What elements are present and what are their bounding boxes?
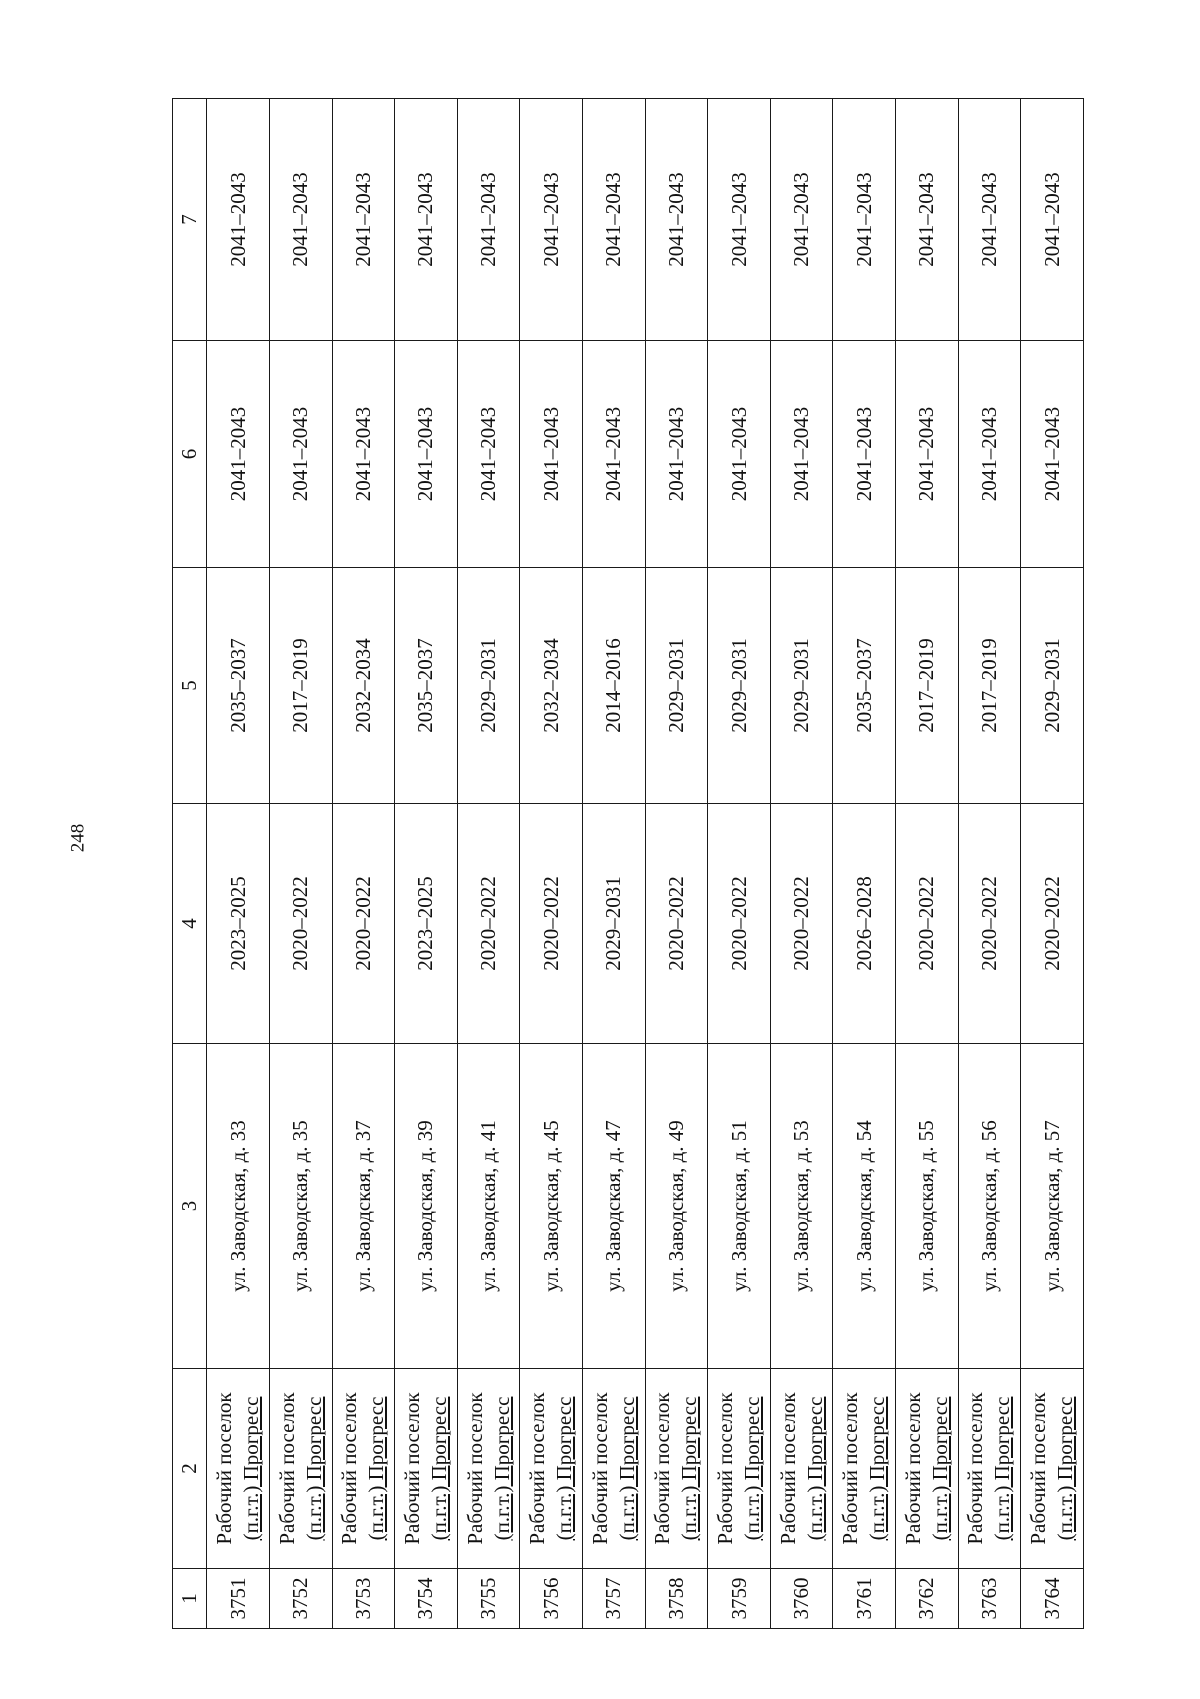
address-cell: ул. Заводская, д. 54 (833, 1044, 896, 1369)
period-column-6: 2041–2043 (457, 341, 520, 568)
period-column-4: 2023–2025 (395, 804, 458, 1044)
period-column-6: 2041–2043 (332, 341, 395, 568)
settlement-type: (п.г.т.) Прогресс (740, 1396, 764, 1541)
period-column-6: 2041–2043 (269, 341, 332, 568)
record-number: 3751 (207, 1569, 270, 1629)
period-column-4: 2020–2022 (958, 804, 1021, 1044)
period-column-4: 2020–2022 (520, 804, 583, 1044)
address-cell: ул. Заводская, д. 41 (457, 1044, 520, 1369)
settlement-name: Рабочий поселок (775, 1392, 800, 1545)
period-column-5: 2017–2019 (896, 568, 959, 804)
address-cell: ул. Заводская, д. 49 (645, 1044, 708, 1369)
period-column-5: 2029–2031 (645, 568, 708, 804)
settlement-cell (770, 1369, 833, 1569)
period-column-5: 2017–2019 (269, 568, 332, 804)
table-row (457, 99, 520, 1629)
period-column-7: 2041–2043 (457, 99, 520, 341)
column-number: 7 (173, 99, 207, 341)
period-column-5: 2035–2037 (833, 568, 896, 804)
period-column-4: 2020–2022 (708, 804, 771, 1044)
record-number: 3755 (457, 1569, 520, 1629)
address-cell: ул. Заводская, д. 39 (395, 1044, 458, 1369)
table-row (207, 99, 270, 1629)
period-column-6: 2041–2043 (770, 341, 833, 568)
record-number: 3754 (395, 1569, 458, 1629)
address-cell: ул. Заводская, д. 45 (520, 1044, 583, 1369)
address-cell: ул. Заводская, д. 37 (332, 1044, 395, 1369)
period-column-7: 2041–2043 (958, 99, 1021, 341)
period-column-4: 2020–2022 (645, 804, 708, 1044)
record-number: 3759 (708, 1569, 771, 1629)
period-column-6: 2041–2043 (708, 341, 771, 568)
column-number: 6 (173, 341, 207, 568)
settlement-name: Рабочий поселок (337, 1392, 362, 1545)
column-number: 5 (173, 568, 207, 804)
period-column-5: 2029–2031 (457, 568, 520, 804)
column-number: 2 (173, 1369, 207, 1569)
period-column-7: 2041–2043 (833, 99, 896, 341)
period-column-4: 2023–2025 (207, 804, 270, 1044)
period-column-6: 2041–2043 (395, 341, 458, 568)
settlement-cell (645, 1369, 708, 1569)
period-column-4: 2020–2022 (896, 804, 959, 1044)
address-cell: ул. Заводская, д. 53 (770, 1044, 833, 1369)
settlement-type: (п.г.т.) Прогресс (990, 1396, 1015, 1541)
record-number: 3764 (1021, 1569, 1084, 1629)
settlement-name: Рабочий поселок (587, 1392, 612, 1545)
table-row (1021, 99, 1084, 1629)
period-column-7: 2041–2043 (708, 99, 771, 341)
table-row (770, 99, 833, 1629)
period-column-7: 2041–2043 (896, 99, 959, 341)
settlement-type: (п.г.т.) Прогресс (802, 1396, 827, 1541)
address-cell: ул. Заводская, д. 57 (1021, 1044, 1084, 1369)
settlement-type: (п.г.т.) Прогресс (865, 1396, 890, 1541)
settlement-cell (896, 1369, 959, 1569)
registry-table (172, 98, 1084, 1629)
period-column-7: 2041–2043 (645, 99, 708, 341)
settlement-cell (207, 1369, 270, 1569)
registry-table-container (172, 99, 1084, 1629)
settlement-name: Рабочий поселок (713, 1392, 737, 1545)
period-column-6: 2041–2043 (582, 341, 645, 568)
period-column-5: 2029–2031 (770, 568, 833, 804)
period-column-5: 2029–2031 (1021, 568, 1084, 804)
table-row (833, 99, 896, 1629)
address-cell: ул. Заводская, д. 51 (708, 1044, 771, 1369)
settlement-name: Рабочий поселок (462, 1392, 487, 1545)
period-column-6: 2041–2043 (520, 341, 583, 568)
address-cell: ул. Заводская, д. 55 (896, 1044, 959, 1369)
record-number: 3760 (770, 1569, 833, 1629)
settlement-cell (582, 1369, 645, 1569)
settlement-cell (269, 1369, 332, 1569)
settlement-type: (п.г.т.) Прогресс (677, 1396, 702, 1541)
settlement-name: Рабочий поселок (900, 1392, 925, 1545)
settlement-type: (п.г.т.) Прогресс (239, 1396, 264, 1541)
record-number: 3758 (645, 1569, 708, 1629)
record-number: 3756 (520, 1569, 583, 1629)
settlement-type: (п.г.т.) Прогресс (927, 1396, 952, 1541)
settlement-type: (п.г.т.) Прогресс (426, 1396, 451, 1541)
settlement-type: (п.г.т.) Прогресс (614, 1396, 639, 1541)
record-number: 3753 (332, 1569, 395, 1629)
settlement-type: (п.г.т.) Прогресс (552, 1396, 577, 1541)
settlement-name: Рабочий поселок (650, 1392, 675, 1545)
period-column-4: 2020–2022 (269, 804, 332, 1044)
period-column-5: 2032–2034 (520, 568, 583, 804)
settlement-type: (п.г.т.) Прогресс (364, 1396, 389, 1541)
table-row (582, 99, 645, 1629)
period-column-7: 2041–2043 (269, 99, 332, 341)
period-column-7: 2041–2043 (1021, 99, 1084, 341)
period-column-6: 2041–2043 (896, 341, 959, 568)
address-cell: ул. Заводская, д. 56 (958, 1044, 1021, 1369)
settlement-type: (п.г.т.) Прогресс (1053, 1396, 1078, 1541)
settlement-name: Рабочий поселок (1026, 1392, 1051, 1545)
settlement-cell (708, 1369, 771, 1569)
period-column-4: 2020–2022 (1021, 804, 1084, 1044)
period-column-6: 2041–2043 (958, 341, 1021, 568)
record-number: 3761 (833, 1569, 896, 1629)
period-column-7: 2041–2043 (395, 99, 458, 341)
period-column-7: 2041–2043 (207, 99, 270, 341)
period-column-6: 2041–2043 (207, 341, 270, 568)
table-row (708, 99, 771, 1629)
period-column-5: 2035–2037 (207, 568, 270, 804)
record-number: 3762 (896, 1569, 959, 1629)
period-column-6: 2041–2043 (833, 341, 896, 568)
column-number: 4 (173, 804, 207, 1044)
column-number: 1 (173, 1569, 207, 1629)
settlement-name: Рабочий поселок (963, 1392, 988, 1545)
record-number: 3763 (958, 1569, 1021, 1629)
address-cell: ул. Заводская, д. 47 (582, 1044, 645, 1369)
record-number: 3752 (269, 1569, 332, 1629)
period-column-5: 2032–2034 (332, 568, 395, 804)
settlement-type: (п.г.т.) Прогресс (301, 1396, 326, 1541)
period-column-7: 2041–2043 (520, 99, 583, 341)
period-column-6: 2041–2043 (1021, 341, 1084, 568)
period-column-7: 2041–2043 (582, 99, 645, 341)
period-column-4: 2020–2022 (332, 804, 395, 1044)
column-number-row (173, 99, 207, 1629)
period-column-5: 2029–2031 (708, 568, 771, 804)
period-column-6: 2041–2043 (645, 341, 708, 568)
table-row (332, 99, 395, 1629)
settlement-cell (520, 1369, 583, 1569)
column-number: 3 (173, 1044, 207, 1369)
settlement-cell (457, 1369, 520, 1569)
settlement-name: Рабочий поселок (212, 1392, 237, 1545)
period-column-5: 2014–2016 (582, 568, 645, 804)
period-column-4: 2026–2028 (833, 804, 896, 1044)
settlement-cell (958, 1369, 1021, 1569)
table-row (958, 99, 1021, 1629)
table-row (520, 99, 583, 1629)
record-number: 3757 (582, 1569, 645, 1629)
settlement-cell (332, 1369, 395, 1569)
period-column-4: 2020–2022 (770, 804, 833, 1044)
settlement-cell (395, 1369, 458, 1569)
table-row (269, 99, 332, 1629)
period-column-4: 2020–2022 (457, 804, 520, 1044)
address-cell: ул. Заводская, д. 35 (269, 1044, 332, 1369)
settlement-name: Рабочий поселок (525, 1392, 550, 1545)
table-row (395, 99, 458, 1629)
settlement-type: (п.г.т.) Прогресс (489, 1396, 514, 1541)
settlement-cell (833, 1369, 896, 1569)
table-row (645, 99, 708, 1629)
settlement-name: Рабочий поселок (838, 1392, 863, 1545)
period-column-7: 2041–2043 (332, 99, 395, 341)
period-column-5: 2017–2019 (958, 568, 1021, 804)
period-column-4: 2029–2031 (582, 804, 645, 1044)
settlement-cell (1021, 1369, 1084, 1569)
settlement-name: Рабочий поселок (399, 1392, 424, 1545)
table-row (896, 99, 959, 1629)
settlement-name: Рабочий поселок (274, 1392, 299, 1545)
page-number: 248 (67, 823, 89, 853)
period-column-7: 2041–2043 (770, 99, 833, 341)
period-column-5: 2035–2037 (395, 568, 458, 804)
address-cell: ул. Заводская, д. 33 (207, 1044, 270, 1369)
